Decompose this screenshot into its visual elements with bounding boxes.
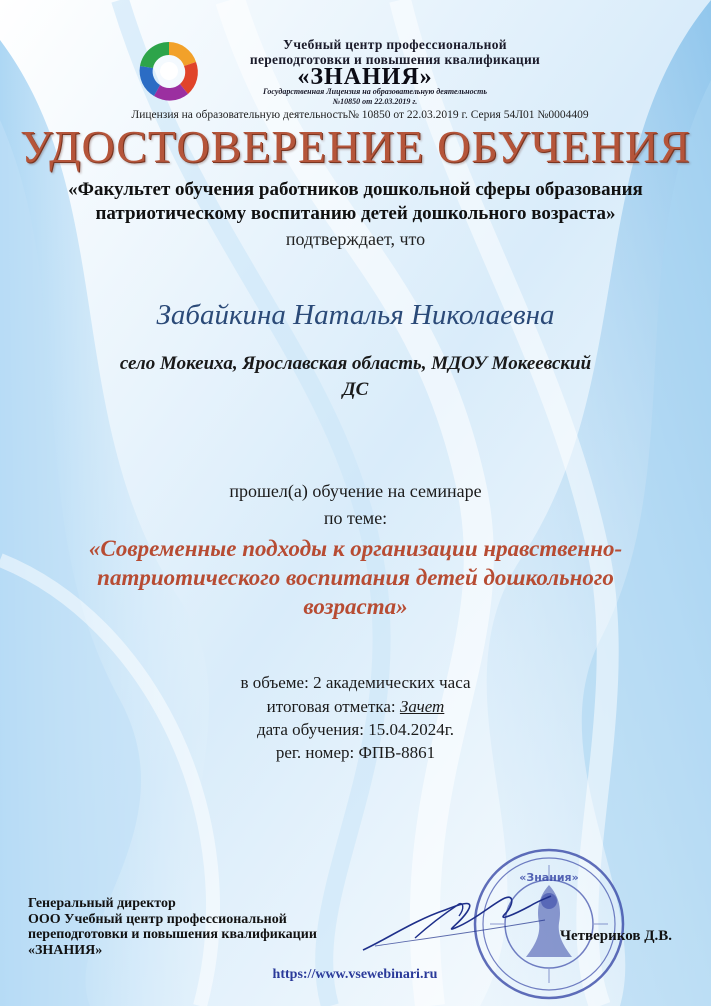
org-line2: переподготовки и повышения квалификации [249,52,541,67]
location [70,351,641,403]
director-line4: «ЗНАНИЯ» [28,942,103,958]
reg-number-row: рег. номер: ФПВ-8861 [275,743,436,762]
signer-name: Четвериков Д.В. [560,928,673,944]
date-row: дата обучения: 15.04.2024г. [256,720,455,739]
seminar-topic-line3: возраста» [303,594,408,619]
seminar-topic-line1: «Современные подходы к организации нравственно- [88,536,623,561]
license-small-line2: №10850 от 22.03.2019 г. [332,97,418,106]
faculty-name [20,178,691,226]
faculty-line2: патриотическому воспитанию детей дошкольного возраста» [95,203,616,224]
org-line1: Учебный центр профессиональной [283,37,507,52]
confirms-text: подтверждает, что [285,229,426,249]
stamp-center-text: «Знания» [519,871,579,884]
director-block [28,896,388,958]
grade-row [20,697,691,717]
org-name: «ЗНАНИЯ» [297,64,433,90]
passed-line2: по теме: [323,508,388,528]
location-line2: ДС [342,379,369,400]
seminar-topic [55,534,656,621]
passed-line1: прошел(а) обучение на семинаре [229,481,482,501]
faculty-line1: «Факультет обучения работников дошкольной сферы образования [68,179,643,200]
volume-row: в объеме: 2 академических часа [240,673,471,692]
person-name: Забайкина Наталья Николаевна [156,299,555,331]
license-line: Лицензия на образовательную деятельность№ 10850 от 22.03.2019 г. Серия 54Л01 №0004409 [131,109,589,121]
website-link[interactable]: https://www.vsewebinari.ru [272,967,438,982]
license-small-line1: Государственная Лицензия на образовательную деятельность [262,87,488,96]
seminar-topic-line2: патриотического воспитания детей дошкольного [97,565,614,590]
grade-value: Зачет [399,697,445,716]
director-line3: переподготовки и повышения квалификации [28,927,317,942]
director-line2: ООО Учебный центр профессиональной [28,911,287,927]
grade-label: итоговая отметка: [266,697,400,716]
director-line1: Генеральный директор [28,896,176,911]
location-line1: село Мокеиха, Ярославская область, МДОУ Мокеевский [119,353,592,374]
colorful-ring-logo [134,36,204,106]
document-title: УДОСТОВЕРЕНИЕ ОБУЧЕНИЯ [20,121,691,172]
